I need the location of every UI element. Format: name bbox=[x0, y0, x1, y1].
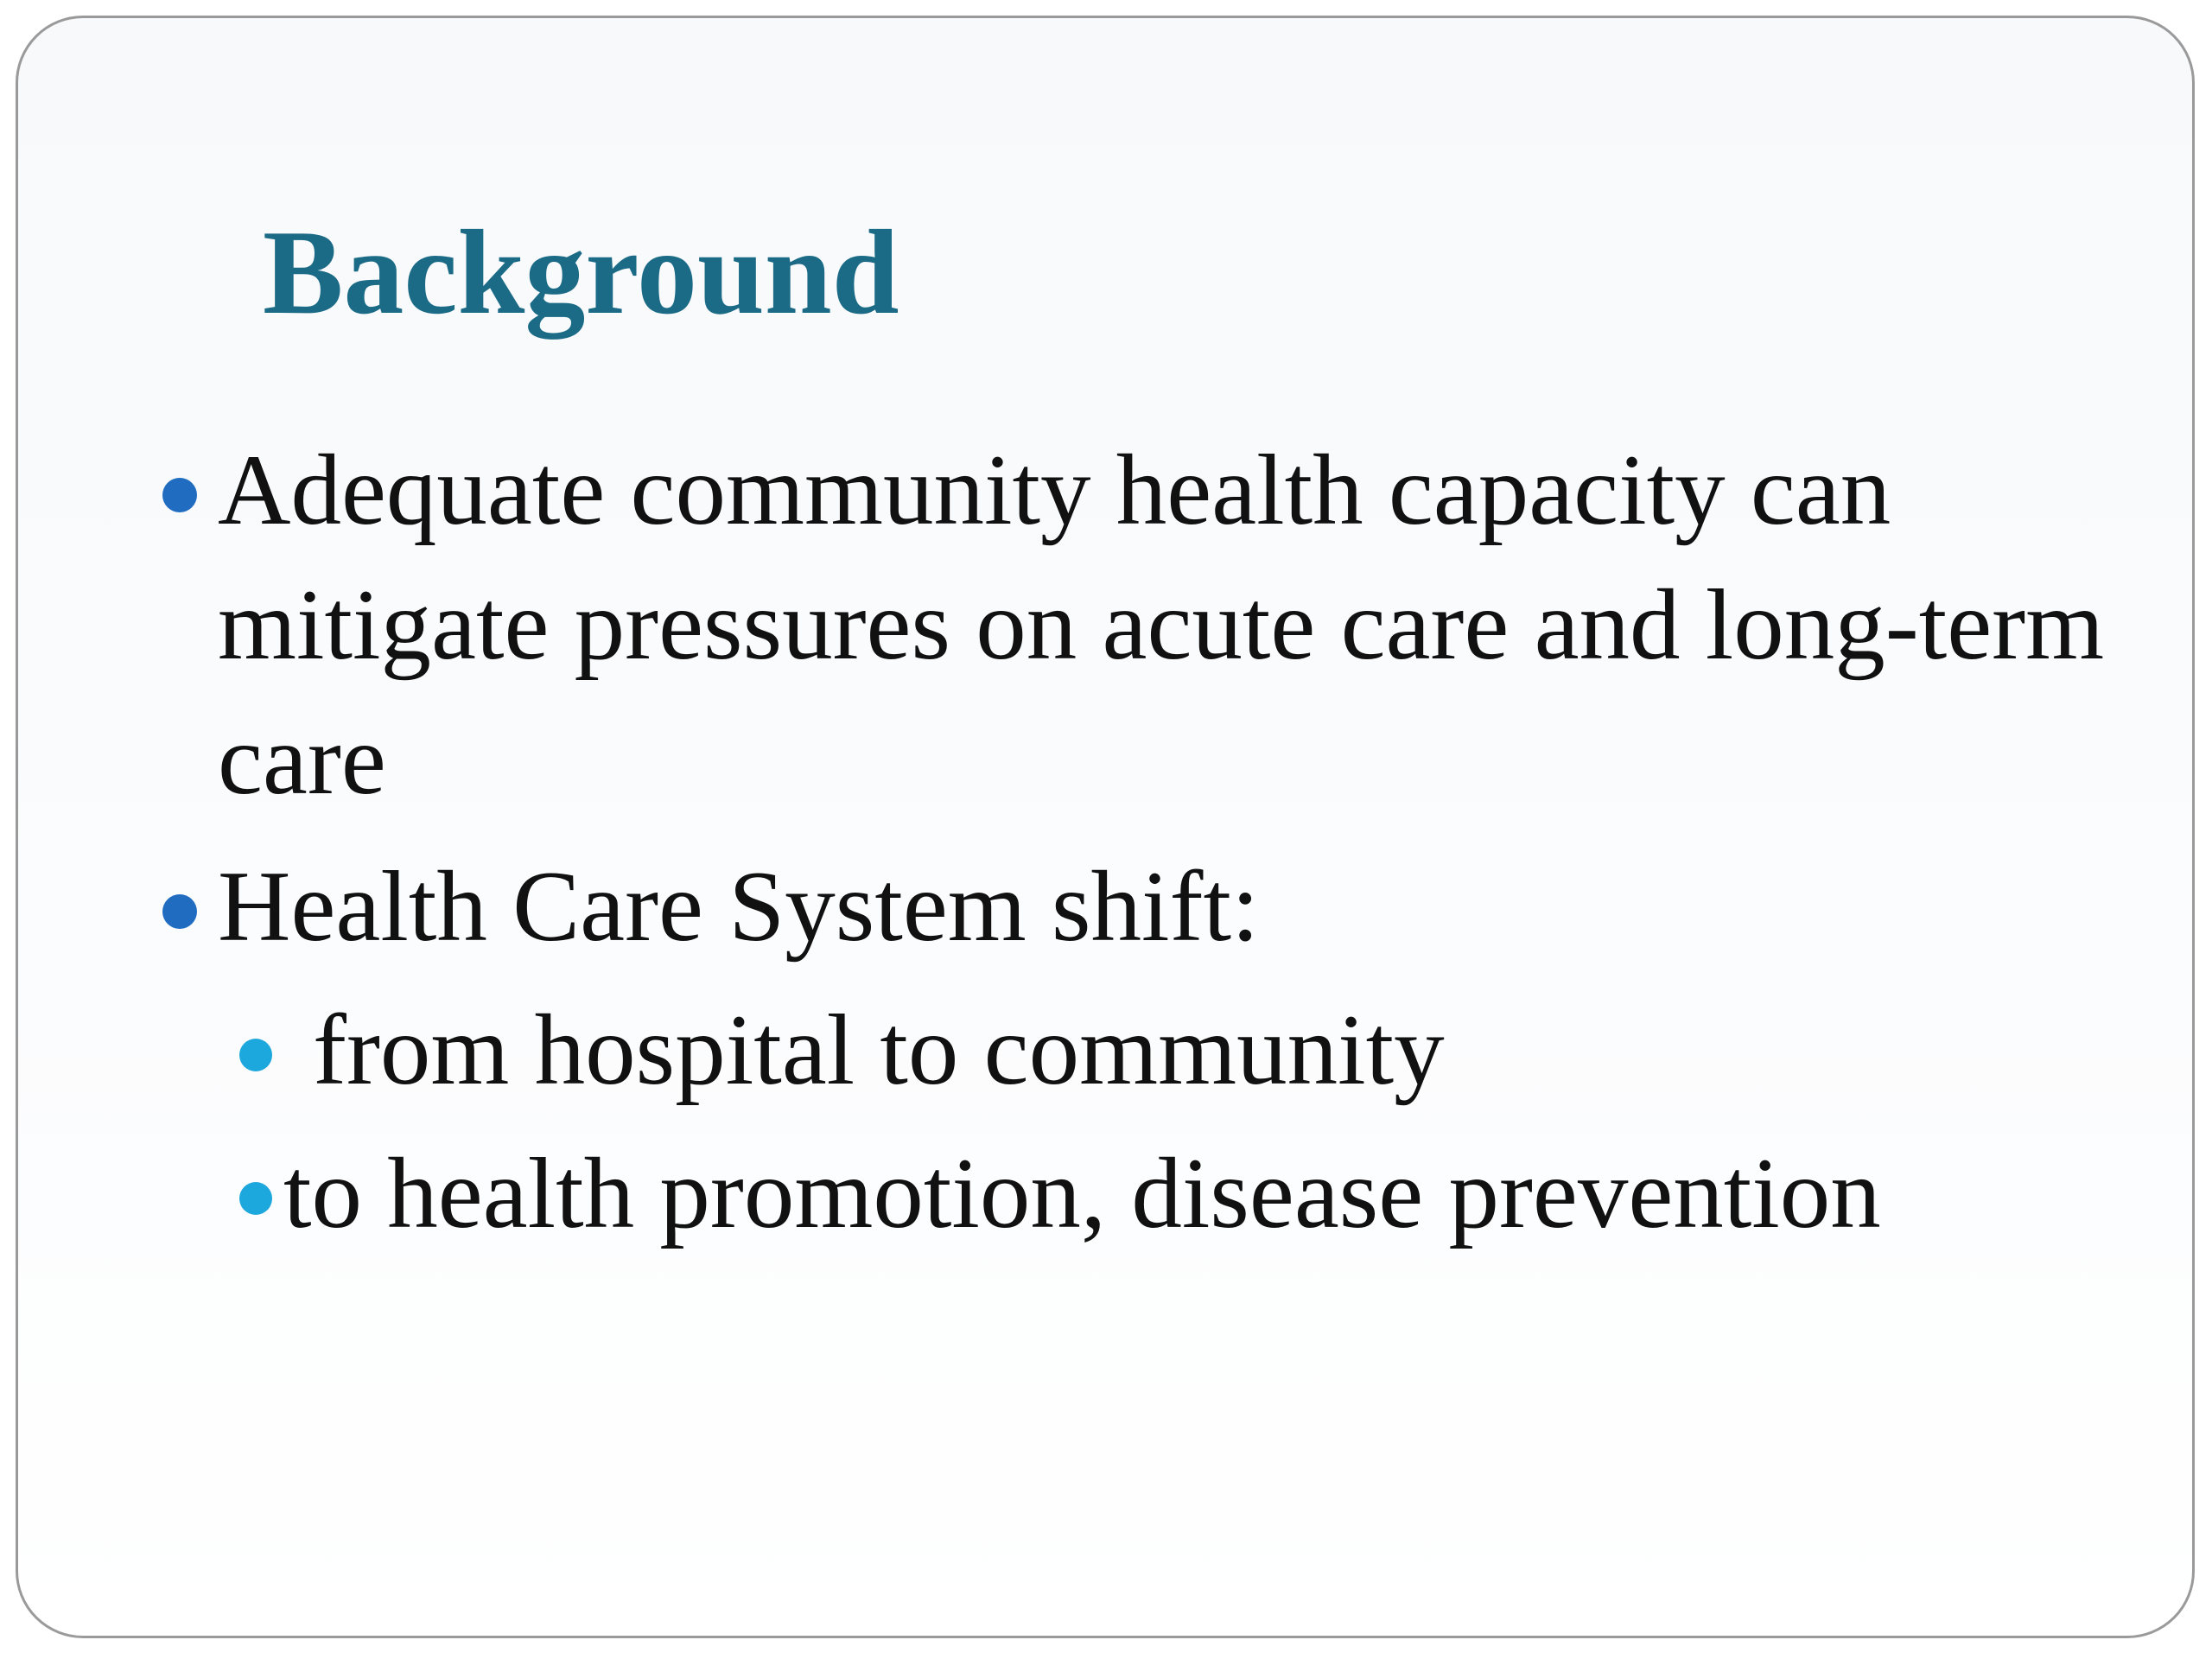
slide-title: Background bbox=[263, 206, 899, 340]
bullet-system-shift: Health Care System shift: bbox=[218, 851, 1260, 963]
bullet-dot-icon bbox=[162, 894, 197, 929]
sub-bullet-dot-icon bbox=[239, 1039, 272, 1071]
sub-bullet-hospital-to-community: from hospital to community bbox=[313, 995, 1445, 1106]
bullet-dot-icon bbox=[162, 478, 197, 512]
sub-bullet-dot-icon bbox=[239, 1182, 272, 1215]
sub-bullet-health-promotion: to health promotion, disease prevention bbox=[283, 1138, 1881, 1249]
bullet-adequate-capacity: Adequate community health capacity can mitigate pressures on acute care and long-term care bbox=[218, 435, 2105, 816]
